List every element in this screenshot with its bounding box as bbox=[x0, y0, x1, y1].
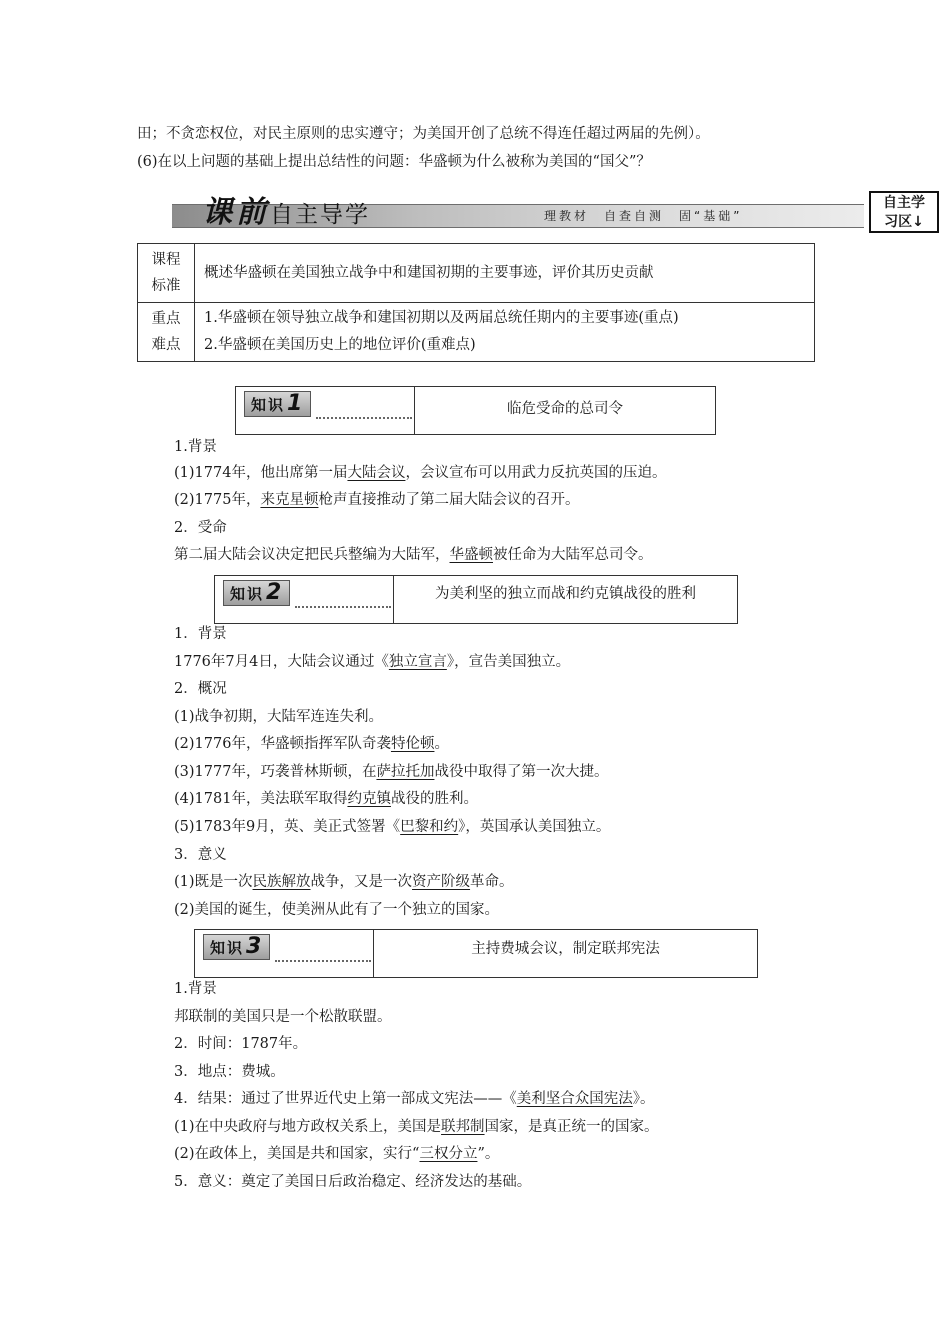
k3-section-1: 1.背景 bbox=[174, 981, 217, 997]
knowledge-3-header bbox=[194, 929, 758, 978]
k2-section-2: 2．概况 bbox=[174, 681, 227, 697]
knowledge-1-title: 临危受命的总司令 bbox=[507, 401, 623, 417]
k2-line-6: (5)1783年9月，英、美正式签署《巴黎和约》，英国承认美国独立。 bbox=[174, 819, 611, 835]
k2-line-8: (2)美国的诞生，使美洲从此有了一个独立的国家。 bbox=[174, 902, 500, 918]
k3-section-3: 3．地点：费城。 bbox=[174, 1064, 285, 1080]
standards-head-curriculum bbox=[138, 244, 195, 303]
k2-line-5: (4)1781年，美法联军取得约克镇战役的胜利。 bbox=[174, 791, 478, 807]
knowledge-2-title: 为美利坚的独立而战和约克镇战役的胜利 bbox=[435, 586, 696, 602]
standards-body-curriculum: 概述华盛顿在美国独立战争中和建国初期的主要事迹，评价其历史贡献 bbox=[195, 244, 815, 303]
standards-body-key-points bbox=[195, 303, 815, 362]
k3-section-5: 5．意义：奠定了美国日后政治稳定、经济发达的基础。 bbox=[174, 1174, 532, 1190]
knowledge-2-header bbox=[214, 575, 738, 624]
knowledge-3-tag-label: 知识 bbox=[210, 939, 245, 957]
knowledge-3-dots bbox=[275, 960, 371, 962]
intro-line-2: (6)在以上问题的基础上提出总结性的问题：华盛顿为什么被称为美国的“国父”？ bbox=[137, 154, 651, 170]
knowledge-1-tag bbox=[244, 391, 311, 417]
zone-badge-line-2: 习区↓ bbox=[884, 214, 924, 230]
k2-line-3: (2)1776年，华盛顿指挥军队奇袭特伦顿。 bbox=[174, 736, 449, 752]
standards-table bbox=[137, 243, 815, 362]
k1-line-2: (2)1775年，来克星顿枪声直接推动了第二届大陆会议的召开。 bbox=[174, 492, 580, 508]
k2-line-4: (3)1777年，巧袭普林斯顿，在萨拉托加战役中取得了第一次大捷。 bbox=[174, 764, 609, 780]
intro-line-1: 田；不贪恋权位，对民主原则的忠实遵守；为美国开创了总统不得连任超过两届的先例）。 bbox=[137, 126, 710, 142]
knowledge-2-dots bbox=[295, 606, 391, 608]
knowledge-2-tag bbox=[223, 580, 290, 606]
banner-title bbox=[202, 194, 370, 234]
knowledge-1-dots bbox=[316, 417, 412, 419]
key-point-2: 2.华盛顿在美国历史上的地位评价(重难点) bbox=[204, 337, 476, 353]
k3-line-3: (2)在政体上，美国是共和国家，实行“三权分立”。 bbox=[174, 1146, 500, 1162]
knowledge-1-tag-number: 1 bbox=[287, 391, 305, 416]
standards-head-curriculum-a: 课程 bbox=[151, 252, 181, 268]
key-point-1: 1.华盛顿在领导独立战争和建国初期以及两届总统任期内的主要事迹(重点) bbox=[204, 310, 679, 326]
standards-head-curriculum-b: 标准 bbox=[151, 278, 181, 294]
banner-slogan: 理教材 自查自测 固“基础” bbox=[544, 209, 743, 223]
standards-head-key-points bbox=[138, 303, 195, 362]
k2-section-1: 1．背景 bbox=[174, 626, 227, 642]
k1-line-3: 第二届大陆会议决定把民兵整编为大陆军，华盛顿被任命为大陆军总司令。 bbox=[174, 547, 653, 563]
k2-line-1: 1776年7月4日，大陆会议通过《独立宣言》，宣告美国独立。 bbox=[174, 654, 571, 670]
k1-section-2: 2．受命 bbox=[174, 520, 227, 536]
self-study-zone-badge bbox=[869, 191, 939, 233]
k2-section-3: 3．意义 bbox=[174, 847, 227, 863]
k3-line-2: (1)在中央政府与地方政权关系上，美国是联邦制国家，是真正统一的国家。 bbox=[174, 1119, 659, 1135]
standards-row-curriculum bbox=[138, 244, 815, 303]
k3-section-4: 4．结果：通过了世界近代史上第一部成文宪法——《美利坚合众国宪法》。 bbox=[174, 1091, 655, 1107]
banner-title-main: 课前 bbox=[202, 195, 270, 230]
k2-line-2: (1)战争初期，大陆军连连失利。 bbox=[174, 709, 384, 725]
knowledge-1-header bbox=[235, 386, 716, 435]
standards-row-key-points bbox=[138, 303, 815, 362]
k1-section-1: 1.背景 bbox=[174, 439, 217, 455]
section-banner bbox=[172, 194, 872, 234]
knowledge-3-tag bbox=[203, 934, 270, 960]
knowledge-3-title: 主持费城会议，制定联邦宪法 bbox=[471, 941, 660, 957]
knowledge-3-tag-number: 3 bbox=[246, 934, 264, 959]
k3-section-2: 2．时间：1787年。 bbox=[174, 1036, 308, 1052]
k3-line-1: 邦联制的美国只是一个松散联盟。 bbox=[174, 1009, 392, 1025]
standards-head-key-b: 难点 bbox=[151, 337, 181, 353]
k2-line-7: (1)既是一次民族解放战争，又是一次资产阶级革命。 bbox=[174, 874, 514, 890]
knowledge-1-tag-label: 知识 bbox=[251, 396, 286, 414]
knowledge-2-tag-number: 2 bbox=[266, 580, 284, 605]
zone-badge-line-1: 自主学 bbox=[883, 195, 925, 211]
k1-line-1: (1)1774年，他出席第一届大陆会议，会议宣布可以用武力反抗英国的压迫。 bbox=[174, 465, 667, 481]
banner-title-sub: 自主导学 bbox=[270, 202, 370, 228]
standards-head-key-a: 重点 bbox=[151, 311, 181, 327]
knowledge-2-tag-label: 知识 bbox=[230, 585, 265, 603]
